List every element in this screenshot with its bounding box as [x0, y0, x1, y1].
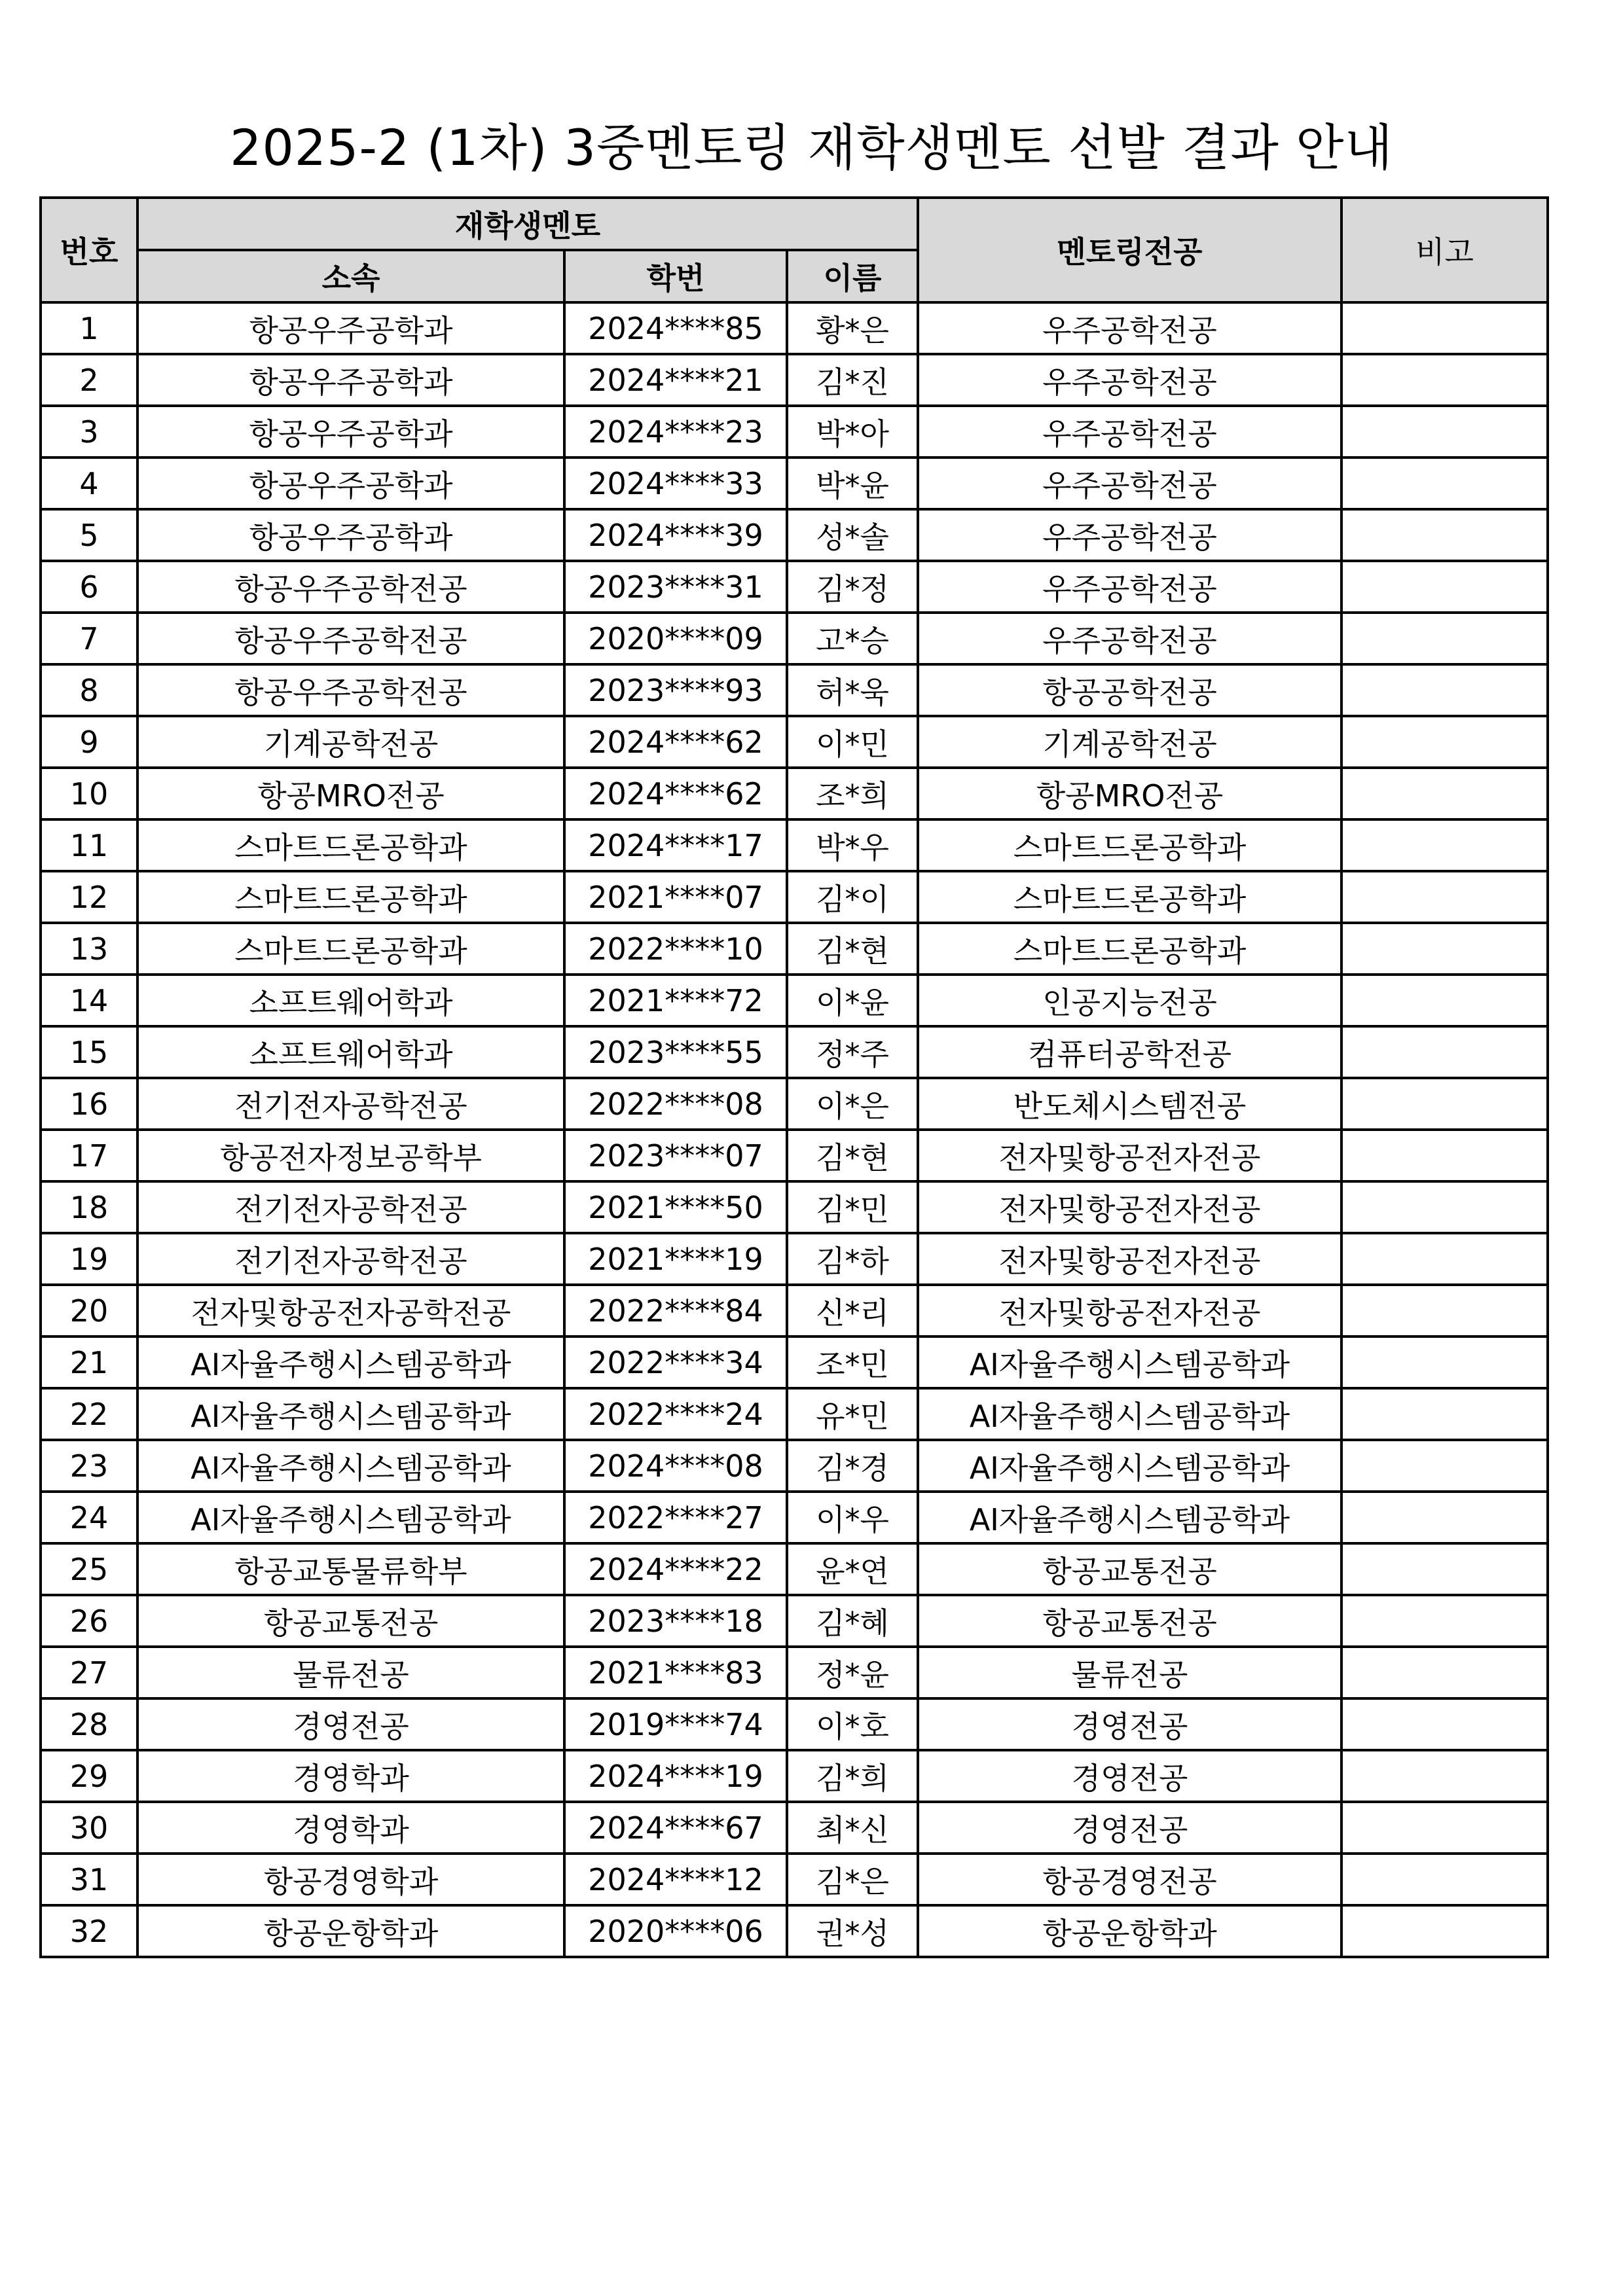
mentor-selection-table	[39, 196, 1549, 1958]
cell-name: 김*혜	[787, 1595, 918, 1647]
cell-student-id: 2021****19	[564, 1233, 787, 1285]
table-row	[41, 664, 1548, 716]
cell-department: 소프트웨어학과	[137, 975, 564, 1026]
cell-number: 18	[41, 1181, 137, 1233]
cell-department: 항공우주공학전공	[137, 561, 564, 613]
cell-remarks	[1341, 406, 1548, 457]
cell-mentoring-major: 우주공학전공	[918, 613, 1341, 664]
table-row	[41, 457, 1548, 509]
cell-remarks	[1341, 1698, 1548, 1750]
cell-student-id: 2022****34	[564, 1336, 787, 1388]
cell-mentoring-major: 항공MRO전공	[918, 768, 1341, 819]
cell-student-id: 2023****18	[564, 1595, 787, 1647]
cell-student-id: 2021****07	[564, 871, 787, 923]
cell-number: 17	[41, 1130, 137, 1181]
cell-department: 항공경영학과	[137, 1854, 564, 1905]
cell-number: 13	[41, 923, 137, 975]
cell-remarks	[1341, 1905, 1548, 1957]
cell-mentoring-major: AI자율주행시스템공학과	[918, 1440, 1341, 1492]
cell-number: 26	[41, 1595, 137, 1647]
cell-number: 21	[41, 1336, 137, 1388]
cell-department: 항공우주공학전공	[137, 613, 564, 664]
cell-number: 2	[41, 354, 137, 406]
cell-remarks	[1341, 509, 1548, 561]
cell-department: 경영학과	[137, 1802, 564, 1854]
table-row	[41, 716, 1548, 768]
cell-number: 22	[41, 1388, 137, 1440]
cell-department: 기계공학전공	[137, 716, 564, 768]
cell-mentoring-major: 항공경영전공	[918, 1854, 1341, 1905]
cell-mentoring-major: 기계공학전공	[918, 716, 1341, 768]
cell-student-id: 2021****50	[564, 1181, 787, 1233]
cell-department: 항공우주공학전공	[137, 664, 564, 716]
cell-department: 전자및항공전자공학전공	[137, 1285, 564, 1336]
cell-remarks	[1341, 1388, 1548, 1440]
cell-name: 김*현	[787, 1130, 918, 1181]
table-row	[41, 1854, 1548, 1905]
cell-mentoring-major: 인공지능전공	[918, 975, 1341, 1026]
table-row	[41, 871, 1548, 923]
cell-department: 항공우주공학과	[137, 457, 564, 509]
cell-name: 김*정	[787, 561, 918, 613]
table-row	[41, 1026, 1548, 1078]
cell-name: 고*승	[787, 613, 918, 664]
cell-mentoring-major: 스마트드론공학과	[918, 819, 1341, 871]
cell-number: 5	[41, 509, 137, 561]
cell-remarks	[1341, 1492, 1548, 1543]
cell-mentoring-major: 항공교통전공	[918, 1595, 1341, 1647]
cell-remarks	[1341, 613, 1548, 664]
cell-remarks	[1341, 1130, 1548, 1181]
cell-number: 1	[41, 302, 137, 354]
cell-number: 32	[41, 1905, 137, 1957]
cell-name: 이*윤	[787, 975, 918, 1026]
cell-number: 3	[41, 406, 137, 457]
cell-name: 이*은	[787, 1078, 918, 1130]
table-row	[41, 354, 1548, 406]
cell-department: 항공교통물류학부	[137, 1543, 564, 1595]
cell-student-id: 2022****10	[564, 923, 787, 975]
cell-mentoring-major: 경영전공	[918, 1750, 1341, 1802]
cell-department: 항공우주공학과	[137, 302, 564, 354]
cell-name: 윤*연	[787, 1543, 918, 1595]
cell-remarks	[1341, 1181, 1548, 1233]
cell-mentoring-major: 경영전공	[918, 1698, 1341, 1750]
cell-name: 박*윤	[787, 457, 918, 509]
table-row	[41, 975, 1548, 1026]
table-row	[41, 1440, 1548, 1492]
cell-name: 김*하	[787, 1233, 918, 1285]
table-row	[41, 1698, 1548, 1750]
cell-number: 15	[41, 1026, 137, 1078]
cell-student-id: 2024****22	[564, 1543, 787, 1595]
cell-mentoring-major: 우주공학전공	[918, 354, 1341, 406]
cell-student-id: 2024****08	[564, 1440, 787, 1492]
cell-student-id: 2020****06	[564, 1905, 787, 1957]
cell-number: 30	[41, 1802, 137, 1854]
cell-number: 7	[41, 613, 137, 664]
table-row	[41, 406, 1548, 457]
cell-name: 성*솔	[787, 509, 918, 561]
cell-department: 경영학과	[137, 1750, 564, 1802]
cell-number: 19	[41, 1233, 137, 1285]
cell-student-id: 2024****39	[564, 509, 787, 561]
table-row	[41, 1181, 1548, 1233]
cell-department: 물류전공	[137, 1647, 564, 1698]
cell-number: 16	[41, 1078, 137, 1130]
cell-name: 김*경	[787, 1440, 918, 1492]
cell-remarks	[1341, 1078, 1548, 1130]
cell-department: 항공우주공학과	[137, 509, 564, 561]
cell-remarks	[1341, 923, 1548, 975]
cell-remarks	[1341, 1647, 1548, 1698]
cell-remarks	[1341, 975, 1548, 1026]
cell-student-id: 2024****21	[564, 354, 787, 406]
cell-mentoring-major: 경영전공	[918, 1802, 1341, 1854]
cell-department: AI자율주행시스템공학과	[137, 1336, 564, 1388]
table-row	[41, 1595, 1548, 1647]
cell-department: AI자율주행시스템공학과	[137, 1492, 564, 1543]
cell-student-id: 2021****83	[564, 1647, 787, 1698]
cell-remarks	[1341, 768, 1548, 819]
header-department: 소속	[137, 250, 564, 302]
cell-mentoring-major: 반도체시스템전공	[918, 1078, 1341, 1130]
cell-mentoring-major: 우주공학전공	[918, 406, 1341, 457]
cell-number: 8	[41, 664, 137, 716]
cell-department: 전기전자공학전공	[137, 1181, 564, 1233]
cell-mentoring-major: 우주공학전공	[918, 561, 1341, 613]
table-row	[41, 1905, 1548, 1957]
cell-department: 스마트드론공학과	[137, 923, 564, 975]
cell-student-id: 2023****31	[564, 561, 787, 613]
cell-name: 김*은	[787, 1854, 918, 1905]
cell-remarks	[1341, 819, 1548, 871]
cell-remarks	[1341, 1543, 1548, 1595]
cell-name: 정*윤	[787, 1647, 918, 1698]
cell-student-id: 2019****74	[564, 1698, 787, 1750]
table-row	[41, 561, 1548, 613]
cell-student-id: 2024****12	[564, 1854, 787, 1905]
header-student-mentor: 재학생멘토	[137, 198, 918, 250]
cell-student-id: 2024****62	[564, 716, 787, 768]
cell-name: 김*진	[787, 354, 918, 406]
cell-number: 12	[41, 871, 137, 923]
table-row	[41, 768, 1548, 819]
cell-mentoring-major: 전자및항공전자전공	[918, 1285, 1341, 1336]
cell-mentoring-major: 전자및항공전자전공	[918, 1181, 1341, 1233]
cell-number: 25	[41, 1543, 137, 1595]
cell-remarks	[1341, 1750, 1548, 1802]
cell-name: 신*리	[787, 1285, 918, 1336]
cell-name: 정*주	[787, 1026, 918, 1078]
cell-name: 조*희	[787, 768, 918, 819]
cell-name: 박*아	[787, 406, 918, 457]
cell-number: 11	[41, 819, 137, 871]
cell-mentoring-major: 우주공학전공	[918, 457, 1341, 509]
cell-remarks	[1341, 1595, 1548, 1647]
cell-student-id: 2023****55	[564, 1026, 787, 1078]
cell-name: 이*호	[787, 1698, 918, 1750]
cell-student-id: 2022****84	[564, 1285, 787, 1336]
cell-department: 항공교통전공	[137, 1595, 564, 1647]
header-student-id: 학번	[564, 250, 787, 302]
cell-mentoring-major: 물류전공	[918, 1647, 1341, 1698]
cell-remarks	[1341, 871, 1548, 923]
cell-remarks	[1341, 561, 1548, 613]
table-row	[41, 1336, 1548, 1388]
cell-department: 소프트웨어학과	[137, 1026, 564, 1078]
cell-student-id: 2023****07	[564, 1130, 787, 1181]
cell-student-id: 2024****85	[564, 302, 787, 354]
cell-number: 28	[41, 1698, 137, 1750]
cell-student-id: 2024****23	[564, 406, 787, 457]
header-remarks: 비고	[1341, 198, 1548, 302]
cell-remarks	[1341, 354, 1548, 406]
cell-department: AI자율주행시스템공학과	[137, 1440, 564, 1492]
document-title: 2025-2 (1차) 3중멘토링 재학생멘토 선발 결과 안내	[230, 118, 1393, 177]
cell-name: 유*민	[787, 1388, 918, 1440]
cell-remarks	[1341, 1440, 1548, 1492]
cell-number: 4	[41, 457, 137, 509]
cell-number: 24	[41, 1492, 137, 1543]
cell-mentoring-major: AI자율주행시스템공학과	[918, 1388, 1341, 1440]
cell-number: 27	[41, 1647, 137, 1698]
cell-name: 김*민	[787, 1181, 918, 1233]
cell-number: 6	[41, 561, 137, 613]
table-row	[41, 1078, 1548, 1130]
cell-remarks	[1341, 1233, 1548, 1285]
cell-number: 31	[41, 1854, 137, 1905]
cell-student-id: 2024****67	[564, 1802, 787, 1854]
cell-remarks	[1341, 716, 1548, 768]
cell-name: 김*희	[787, 1750, 918, 1802]
cell-mentoring-major: 스마트드론공학과	[918, 923, 1341, 975]
cell-student-id: 2023****93	[564, 664, 787, 716]
cell-remarks	[1341, 1285, 1548, 1336]
cell-name: 박*우	[787, 819, 918, 871]
cell-number: 29	[41, 1750, 137, 1802]
cell-department: 전기전자공학전공	[137, 1078, 564, 1130]
cell-student-id: 2024****17	[564, 819, 787, 871]
cell-student-id: 2024****62	[564, 768, 787, 819]
table-row	[41, 1233, 1548, 1285]
cell-mentoring-major: AI자율주행시스템공학과	[918, 1336, 1341, 1388]
header-mentoring-major: 멘토링전공	[918, 198, 1341, 302]
cell-name: 최*신	[787, 1802, 918, 1854]
cell-mentoring-major: 전자및항공전자전공	[918, 1233, 1341, 1285]
cell-number: 10	[41, 768, 137, 819]
cell-name: 이*민	[787, 716, 918, 768]
cell-mentoring-major: 컴퓨터공학전공	[918, 1026, 1341, 1078]
header-name: 이름	[787, 250, 918, 302]
cell-number: 9	[41, 716, 137, 768]
cell-department: 항공전자정보공학부	[137, 1130, 564, 1181]
table-row	[41, 923, 1548, 975]
table-row	[41, 1130, 1548, 1181]
cell-student-id: 2020****09	[564, 613, 787, 664]
cell-name: 김*현	[787, 923, 918, 975]
table-row	[41, 1543, 1548, 1595]
table-row	[41, 1750, 1548, 1802]
table-row	[41, 1647, 1548, 1698]
cell-name: 이*우	[787, 1492, 918, 1543]
cell-remarks	[1341, 302, 1548, 354]
cell-name: 황*은	[787, 302, 918, 354]
cell-remarks	[1341, 1802, 1548, 1854]
cell-name: 김*이	[787, 871, 918, 923]
cell-student-id: 2022****24	[564, 1388, 787, 1440]
cell-department: 항공MRO전공	[137, 768, 564, 819]
table-header	[41, 198, 1548, 302]
cell-number: 23	[41, 1440, 137, 1492]
cell-department: 항공우주공학과	[137, 406, 564, 457]
cell-mentoring-major: 우주공학전공	[918, 509, 1341, 561]
cell-department: AI자율주행시스템공학과	[137, 1388, 564, 1440]
table-row	[41, 1388, 1548, 1440]
cell-mentoring-major: 항공교통전공	[918, 1543, 1341, 1595]
cell-name: 조*민	[787, 1336, 918, 1388]
table-row	[41, 819, 1548, 871]
cell-student-id: 2022****27	[564, 1492, 787, 1543]
cell-student-id: 2022****08	[564, 1078, 787, 1130]
table-row	[41, 509, 1548, 561]
cell-student-id: 2024****33	[564, 457, 787, 509]
cell-name: 권*성	[787, 1905, 918, 1957]
cell-department: 항공운항학과	[137, 1905, 564, 1957]
cell-department: 경영전공	[137, 1698, 564, 1750]
cell-student-id: 2021****72	[564, 975, 787, 1026]
cell-mentoring-major: 전자및항공전자전공	[918, 1130, 1341, 1181]
cell-mentoring-major: 항공운항학과	[918, 1905, 1341, 1957]
table-row	[41, 1492, 1548, 1543]
cell-department: 항공우주공학과	[137, 354, 564, 406]
table-row	[41, 302, 1548, 354]
header-number: 번호	[41, 198, 137, 302]
cell-number: 20	[41, 1285, 137, 1336]
cell-mentoring-major: 스마트드론공학과	[918, 871, 1341, 923]
table-body	[41, 302, 1548, 1957]
cell-department: 전기전자공학전공	[137, 1233, 564, 1285]
cell-mentoring-major: 항공공학전공	[918, 664, 1341, 716]
cell-number: 14	[41, 975, 137, 1026]
cell-mentoring-major: AI자율주행시스템공학과	[918, 1492, 1341, 1543]
table-row	[41, 1285, 1548, 1336]
cell-student-id: 2024****19	[564, 1750, 787, 1802]
table-row	[41, 1802, 1548, 1854]
cell-remarks	[1341, 1026, 1548, 1078]
cell-mentoring-major: 우주공학전공	[918, 302, 1341, 354]
cell-department: 스마트드론공학과	[137, 871, 564, 923]
table-row	[41, 613, 1548, 664]
cell-name: 허*욱	[787, 664, 918, 716]
header-row-top	[41, 198, 1548, 250]
cell-department: 스마트드론공학과	[137, 819, 564, 871]
cell-remarks	[1341, 1854, 1548, 1905]
cell-remarks	[1341, 664, 1548, 716]
cell-remarks	[1341, 1336, 1548, 1388]
cell-remarks	[1341, 457, 1548, 509]
